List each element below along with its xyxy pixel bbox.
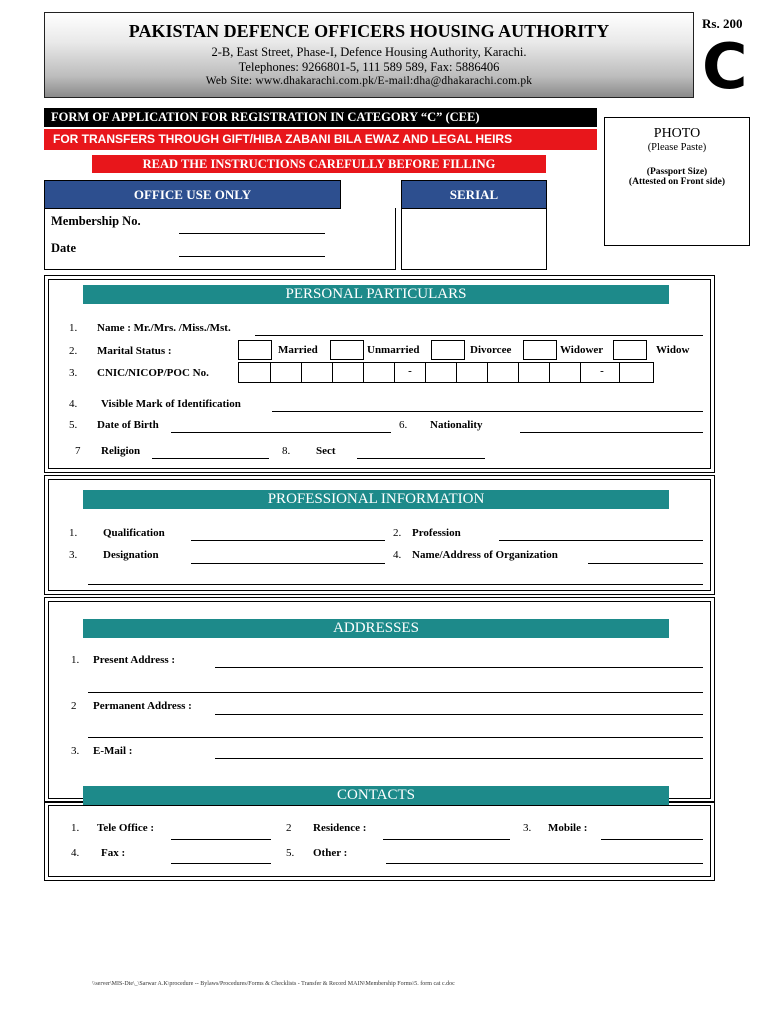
permanent-address-input[interactable] [215, 714, 703, 715]
tele-office-label: Tele Office : [97, 822, 155, 834]
mobile-label: Mobile : [548, 822, 588, 834]
contacts-title: CONTACTS [83, 786, 669, 805]
item-number: 1. [71, 822, 80, 834]
divorcee-label: Divorcee [470, 344, 512, 356]
organization-telephones: Telephones: 9266801-5, 111 589 589, Fax: 5886406 [238, 60, 500, 74]
office-use-box [44, 208, 396, 270]
cnic-divider [580, 363, 581, 382]
religion-input[interactable] [152, 458, 269, 459]
present-address-label: Present Address : [93, 654, 176, 666]
item-number: 2 [71, 700, 77, 712]
permanent-address-label: Permanent Address : [93, 700, 192, 712]
organization-input-line2[interactable] [88, 584, 703, 585]
cnic-dash: - [408, 365, 412, 377]
designation-label: Designation [103, 549, 159, 561]
name-input[interactable] [255, 335, 703, 336]
photo-size-note: (Passport Size) [646, 167, 708, 177]
instructions-banner: READ THE INSTRUCTIONS CAREFULLY BEFORE FILLING [92, 155, 546, 173]
qualification-input[interactable] [191, 540, 385, 541]
mobile-input[interactable] [601, 839, 703, 840]
dob-input[interactable] [171, 432, 391, 433]
cnic-input[interactable] [238, 362, 654, 383]
item-number: 3. [523, 822, 532, 834]
date-input[interactable] [179, 256, 325, 257]
letterhead [44, 12, 694, 98]
form-price: Rs. 200 [702, 16, 743, 31]
professional-title: PROFESSIONAL INFORMATION [83, 490, 669, 509]
fax-input[interactable] [171, 863, 271, 864]
cnic-dash: - [600, 365, 604, 377]
married-checkbox[interactable] [238, 340, 272, 360]
date-label: Date [51, 241, 76, 255]
nationality-label: Nationality [430, 419, 483, 431]
dob-label: Date of Birth [97, 419, 159, 431]
file-path-footer: \\server\MIS-Dte\_\Sarwar A.K\procedure -- Bylaws/Procedures/Forms & Checklists - Transfer & Record MAIN\Membership Forms\5. form cat c.doc [92, 981, 455, 987]
cnic-divider [487, 363, 488, 382]
item-number: 6. [399, 419, 408, 431]
cnic-divider [332, 363, 333, 382]
religion-label: Religion [101, 445, 141, 457]
cnic-label: CNIC/NICOP/POC No. [97, 367, 209, 379]
organization-address: 2-B, East Street, Phase-I, Defence Housing Authority, Karachi. [211, 45, 527, 59]
cnic-divider [518, 363, 519, 382]
qualification-label: Qualification [103, 527, 165, 539]
residence-input[interactable] [383, 839, 510, 840]
organization-web: Web Site: www.dhakarachi.com.pk/E-mail:dha@dhakarachi.com.pk [205, 75, 533, 87]
identification-mark-input[interactable] [272, 411, 703, 412]
personal-title: PERSONAL PARTICULARS [83, 285, 669, 304]
office-use-header: OFFICE USE ONLY [44, 180, 341, 209]
cnic-divider [425, 363, 426, 382]
other-input[interactable] [386, 863, 703, 864]
addresses-section [44, 597, 715, 803]
fax-label: Fax : [101, 847, 126, 859]
residence-label: Residence : [313, 822, 367, 834]
photo-box[interactable] [604, 117, 750, 246]
widower-label: Widower [560, 344, 604, 356]
photo-paste-note: (Please Paste) [647, 142, 707, 153]
personal-section [44, 275, 715, 473]
permanent-address-input-line2[interactable] [88, 737, 703, 738]
organization-input[interactable] [588, 563, 703, 564]
other-label: Other : [313, 847, 348, 859]
unmarried-label: Unmarried [367, 344, 420, 356]
married-label: Married [278, 344, 318, 356]
name-label: Name : Mr./Mrs. /Miss./Mst. [97, 322, 231, 334]
designation-input[interactable] [191, 563, 385, 564]
organization-label: Name/Address of Organization [412, 549, 558, 561]
item-number: 2. [393, 527, 402, 539]
item-number: 4. [393, 549, 402, 561]
membership-input[interactable] [179, 233, 325, 234]
transfers-banner: FOR TRANSFERS THROUGH GIFT/HIBA ZABANI BILA EWAZ AND LEGAL HEIRS [44, 129, 597, 150]
item-number: 2. [69, 345, 78, 357]
tele-office-input[interactable] [171, 839, 271, 840]
cnic-divider [301, 363, 302, 382]
organization-title: PAKISTAN DEFENCE OFFICERS HOUSING AUTHORITY [128, 21, 610, 41]
addresses-title: ADDRESSES [83, 619, 669, 638]
contacts-section [44, 787, 715, 881]
serial-box[interactable] [401, 208, 547, 270]
cnic-divider [549, 363, 550, 382]
nationality-input[interactable] [520, 432, 703, 433]
item-number: 8. [282, 445, 291, 457]
cnic-divider [456, 363, 457, 382]
contacts-section-inner [48, 805, 711, 877]
sect-input[interactable] [357, 458, 485, 459]
widower-checkbox[interactable] [523, 340, 557, 360]
serial-header: SERIAL [401, 180, 547, 209]
item-number: 1. [71, 654, 80, 666]
profession-input[interactable] [499, 540, 703, 541]
unmarried-checkbox[interactable] [330, 340, 364, 360]
category-letter: C [702, 30, 748, 103]
marital-label: Marital Status : [97, 345, 172, 357]
item-number: 5. [69, 419, 78, 431]
profession-label: Profession [412, 527, 461, 539]
identification-mark-label: Visible Mark of Identification [101, 398, 241, 410]
cnic-divider [270, 363, 271, 382]
form-title-banner: FORM OF APPLICATION FOR REGISTRATION IN CATEGORY “C” (CEE) [44, 108, 597, 127]
cnic-divider [363, 363, 364, 382]
item-number: 2 [286, 822, 292, 834]
membership-label: Membership No. [51, 214, 141, 228]
photo-attested-note: (Attested on Front side) [628, 177, 726, 187]
item-number: 4. [71, 847, 80, 859]
photo-title: PHOTO [653, 126, 701, 141]
widow-checkbox[interactable] [613, 340, 647, 360]
item-number: 3. [69, 549, 78, 561]
divorcee-checkbox[interactable] [431, 340, 465, 360]
present-address-input[interactable] [215, 667, 703, 668]
email-label: E-Mail : [93, 745, 133, 757]
item-number: 1. [69, 527, 78, 539]
cnic-divider [619, 363, 620, 382]
item-number: 3. [71, 745, 80, 757]
item-number: 3. [69, 367, 78, 379]
present-address-input-line2[interactable] [88, 692, 703, 693]
sect-label: Sect [316, 445, 336, 457]
item-number: 7 [75, 445, 81, 457]
widow-label: Widow [656, 344, 690, 356]
item-number: 1. [69, 322, 78, 334]
professional-section [44, 475, 715, 595]
item-number: 4. [69, 398, 78, 410]
item-number: 5. [286, 847, 295, 859]
email-input[interactable] [215, 758, 703, 759]
